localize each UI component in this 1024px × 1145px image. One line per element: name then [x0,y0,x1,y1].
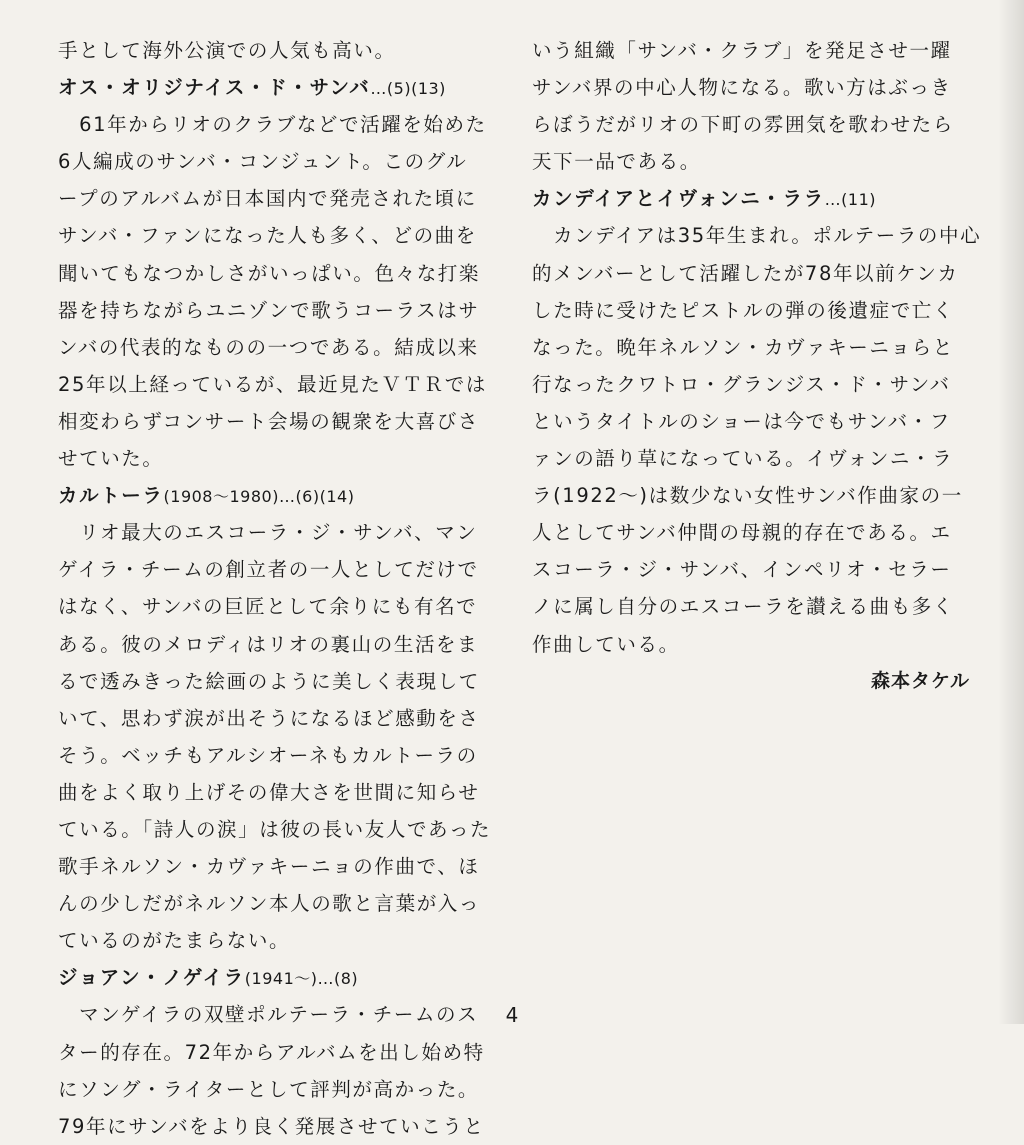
text-line: 行なったクワトロ・グランジス・ド・サンバ [532,372,951,396]
text-line: らぼうだがリオの下町の雰囲気を歌わせたら [532,113,954,137]
section-heading-joao-nogueira [58,959,498,996]
author-signature: 森本タケル [870,669,970,692]
text-line: ある。彼のメロディはリオの裏山の生活をま [58,632,479,656]
text-line: 天下一品である。 [532,150,701,174]
text-line: 相変わらずコンサート会場の観衆を大喜びさ [58,409,480,433]
text-line: 6人編成のサンバ・コンジュント。このグル [58,150,468,174]
track-reference: …(11) [824,190,877,210]
text-line: 聞いてもなつかしさがいっぱい。色々な打楽 [58,261,481,285]
text-line: というタイトルのショーは今でもサンバ・フ [532,409,951,433]
text-line: ープのアルバムが日本国内で発売された頃に [58,187,477,211]
text-line: スコーラ・ジ・サンバ、インペリオ・セラー [532,558,952,582]
text-line: 的メンバーとして活躍したが78年以前ケンカ [532,261,959,285]
text-line: 曲をよく取り上げその偉大さを世間に知らせ [58,780,480,804]
right-text-column [532,32,982,700]
text-line: 人としてサンバ仲間の母親的存在である。エ [532,521,952,545]
text-line: いて、思わず涙が出そうになるほど感動をさ [58,706,480,730]
text-line: 作曲している。 [532,632,680,656]
section-heading-cartola [58,477,498,514]
text-line: した時に受けたピストルの弾の後遺症で亡く [532,298,955,322]
text-line: 61年からリオのクラブなどで活躍を始めた [58,113,487,137]
text-line: ンバの代表的なものの一つである。結成以来 [58,335,479,359]
left-text-column [58,32,498,1145]
track-reference: (1941～)…(8) [244,969,359,989]
text-line: ている。「詩人の涙」は彼の長い友人であった [58,817,492,841]
text-line: なった。晩年ネルソン・カヴァキーニョらと [532,335,954,359]
text-line: んの少しだがネルソン本人の歌と言葉が入っ [58,892,481,916]
text-line: はなく、サンバの巨匠として余りにも有名で [58,595,478,619]
text-line: カンデイアは35年生まれ。ポルテーラの中心 [532,224,982,248]
text-line: リオ最大のエスコーラ・ジ・サンバ、マン [58,521,478,545]
text-line: せていた。 [58,447,164,471]
text-line: ター的存在。72年からアルバムを出し始め特 [58,1040,485,1064]
track-reference: (1908～1980)…(6)(14) [163,487,355,507]
text-line: るで透みきった絵画のように美しく表現して [58,669,480,693]
text-line: ゲイラ・チームの創立者の一人としてだけで [58,558,479,582]
page-edge-shadow [998,0,1024,1024]
text-line: サンバ界の中心人物になる。歌い方はぶっき [532,76,952,100]
heading-title: オス・オリジナイス・ド・サンバ [58,76,371,100]
section-heading-candeia [532,180,972,217]
section-heading-os-originais [58,69,498,106]
text-line: そう。ベッチもアルシオーネもカルトーラの [58,743,478,767]
page-number: 4 [505,1003,519,1027]
text-line: ァンの語り草になっている。イヴォンニ・ラ [532,447,954,471]
text-line: 手として海外公演での人気も高い。 [58,39,396,62]
text-line: サンバ・ファンになった人も多く、どの曲を [58,224,477,248]
text-line: 歌手ネルソン・カヴァキーニョの作曲で、ほ [58,855,480,879]
heading-title: カルトーラ [58,484,164,508]
heading-title: ジョアン・ノゲイラ [58,966,245,990]
track-reference: …(5)(13) [370,79,446,99]
text-line: マンゲイラの双壁ポルテーラ・チームのス [58,1003,479,1027]
text-line: ラ(1922～)は数少ない女性サンバ作曲家の一 [532,484,963,508]
text-line: ノに属し自分のエスコーラを讃える曲も多く [532,595,955,619]
text-line: 25年以上経っているが、最近見たＶＴＲでは [58,372,487,396]
text-line: にソング・ライターとして評判が高かった。 [58,1077,480,1101]
heading-title: カンデイアとイヴォンニ・ララ [532,187,825,211]
text-line: いう組織「サンバ・クラブ」を発足させ一躍 [532,39,952,62]
text-line: 79年にサンバをより良く発展させていこうと [58,1114,485,1138]
text-line: ているのがたまらない。 [58,929,291,953]
text-line: 器を持ちながらユニゾンで歌うコーラスはサ [58,298,480,322]
